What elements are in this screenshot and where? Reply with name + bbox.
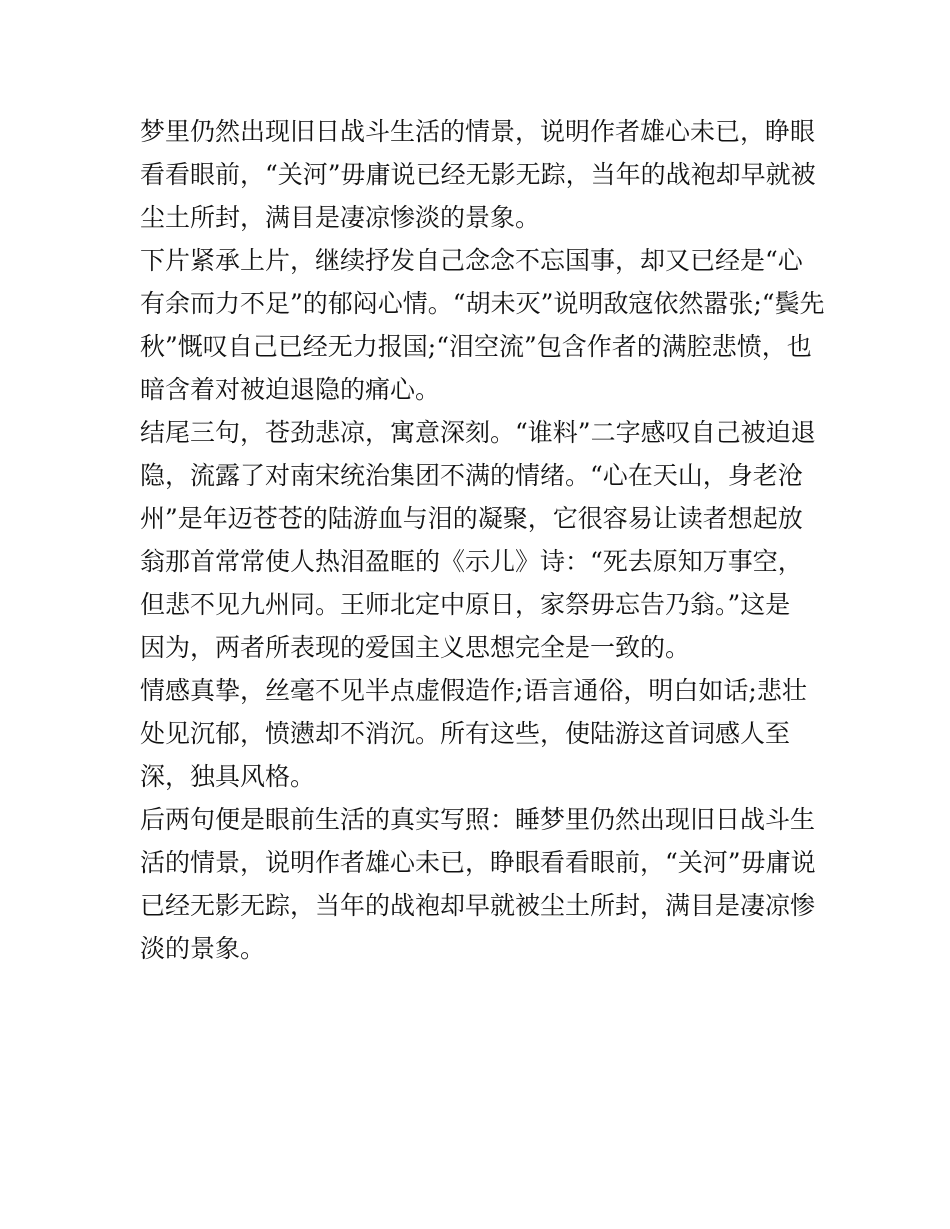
text-line: 活的情景，说明作者雄心未已，睁眼看看眼前，“关河”毋庸说 bbox=[140, 848, 816, 877]
text-line: 情感真挚，丝毫不见半点虚假造作;语言通俗，明白如话;悲壮 bbox=[140, 676, 807, 705]
text-line: 深，独具风格。 bbox=[140, 762, 316, 791]
text-line: 结尾三句，苍劲悲凉，寓意深刻。“谁料”二字感叹自己被迫退 bbox=[140, 418, 816, 447]
text-line: 处见沉郁，愤懑却不消沉。所有这些，使陆游这首词感人至 bbox=[140, 719, 791, 748]
paragraph bbox=[140, 798, 820, 970]
text-line: 下片紧承上片，继续抒发自己念念不忘国事，却又已经是“心 bbox=[140, 246, 803, 275]
text-line: 有余而力不足”的郁闷心情。“胡未灭”说明敌寇依然嚣张;“鬓先 bbox=[140, 289, 825, 318]
text-line: 淡的景象。 bbox=[140, 934, 266, 963]
paragraph bbox=[140, 110, 820, 239]
text-line: 翁那首常常使人热泪盈眶的《示儿》诗：“死去原知万事空， bbox=[140, 547, 803, 576]
text-line: 暗含着对被迫退隐的痛心。 bbox=[140, 375, 441, 404]
text-line: 后两句便是眼前生活的真实写照：睡梦里仍然出现旧日战斗生 bbox=[140, 805, 816, 834]
text-line: 隐，流露了对南宋统治集团不满的情绪。“心在天山，身老沧 bbox=[140, 461, 803, 490]
text-line: 州”是年迈苍苍的陆游血与泪的凝聚，它很容易让读者想起放 bbox=[140, 504, 803, 533]
text-line: 已经无影无踪，当年的战袍却早就被尘土所封，满目是凄凉惨 bbox=[140, 891, 816, 920]
text-line: 因为，两者所表现的爱国主义思想完全是一致的。 bbox=[140, 633, 691, 662]
paragraph bbox=[140, 239, 825, 411]
text-line: 看看眼前，“关河”毋庸说已经无影无踪，当年的战袍却早就被 bbox=[140, 160, 816, 189]
text-line: 但悲不见九州同。王师北定中原日，家祭毋忘告乃翁。”这是 bbox=[140, 590, 791, 619]
text-line: 梦里仍然出现旧日战斗生活的情景，说明作者雄心未已，睁眼 bbox=[140, 117, 816, 146]
text-line: 尘土所封，满目是凄凉惨淡的景象。 bbox=[140, 203, 541, 232]
text-line: 秋”慨叹自己已经无力报国;“泪空流”包含作者的满腔悲愤，也 bbox=[140, 332, 812, 361]
paragraph bbox=[140, 411, 820, 669]
paragraph bbox=[140, 669, 820, 798]
document-body bbox=[140, 110, 825, 970]
